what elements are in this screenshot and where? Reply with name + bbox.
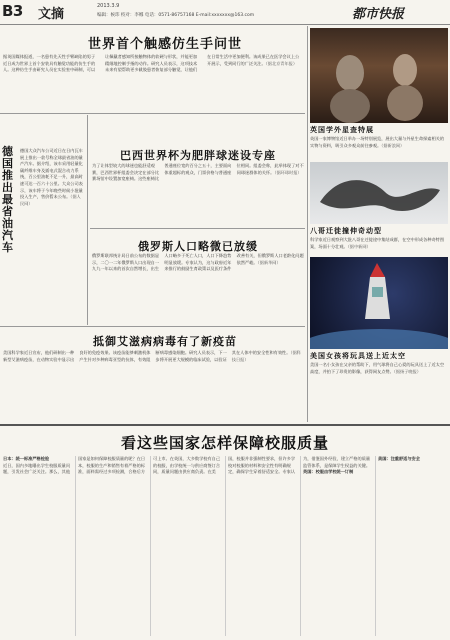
story3-body: 为了让体型较大的球迷也能舒适观赛，巴西世界杯组委会决定在部分比赛场馆中设置加宽座椅。这些座椅比普通座位宽约百分之五十，主要面向体重超标的观众，门票价格与普通座位相同。组委会称，此举体现了对不同球迷群体的关怀。（据环球时报）: [92, 163, 304, 182]
issue-date: 2013.3.9: [97, 3, 120, 9]
divider: [0, 113, 305, 114]
bird-flock-icon: [310, 162, 448, 224]
story1-body: 据英国媒体报道，一名患有先天性手臂缺陷的男子近日成为世界上首个安装具有触觉功能的仿生手的人。这种仿生手由研究人员在实验室中研制，可以让佩戴者感知所接触物体的软硬与形状，并能更加精细地控制手指的动作。研究人员表示，这项技术未来有望帮助更多截肢患者恢复部分触觉，让他们在日常生活中更加便利。该成果已在医学会议上公开展示，受到同行的广泛关注。（据北京青年报）: [3, 54, 300, 73]
editor-line: 编辑：候玮 校对：李娜 电话：0571-86757168 E-mail:xxxxxxx@163.com: [97, 13, 255, 18]
rocket-icon: [310, 257, 448, 349]
story2-body: 德国大众汽车公司近日在日内瓦车展上推出一款号称全球最省油的量产汽车。据介绍，该车采用轻量化碳纤维车身及插电式混合动力系统，百公里油耗不足一升，最高时速可达一百六十公里。大众公司表示，该车将于今年晚些时候小批量投入生产，售价暂未公布。（据人民网）: [20, 148, 83, 206]
feature-subhead: 美国：注重舒适与安全: [378, 456, 420, 461]
page-number: B3: [2, 2, 23, 20]
brief1-body: 英国一家博物馆近日举办一场特别展览，展出大量与外星生命探索相关的实物与资料，吸引众多观众前往参观。（据新浪网）: [310, 136, 445, 148]
feature-divider: [0, 424, 450, 426]
masthead: 都市快报: [352, 7, 405, 22]
story2-headline: 德国推出最省油汽车: [2, 145, 14, 254]
section-name: 文摘: [38, 7, 65, 22]
feature-body: 日本：统一标准严格检验 近日，国内多地曝出学生校服质量问题，引发社会广泛关注。那么，其他国家是如何保障校服质量的呢？在日本，校服的生产和销售有着严格的标准，面料需经过多项检测，合格后方可上市。在英国，大多数学校有自己的校服，由学校统一与供应商签订合同，质量问题由供应商负责。在美国，校服并非强制性要求，但许多学校对校服的材料和安全性有明确规定，确保学生穿着舒适安全。专家认为，借鉴国外经验，建立严格的质量监管体系，是保障学生权益的关键。 英国：校服由学校统一订制 美国：注重舒适与安全: [3, 456, 447, 636]
brief3-body: 美国一名小女孩在父亲的帮助下，用气球将自己心爱的玩具送上了近太空高度，并拍下了珍贵的影像，获得网友点赞。（据扬子晚报）: [310, 362, 445, 374]
alien-figure-icon: [310, 28, 448, 123]
feature-subhead: 英国：校服由学校统一订制: [303, 469, 354, 475]
story3-headline: 巴西世界杯为肥胖球迷设专座: [120, 149, 276, 162]
story1-headline: 世界首个触感仿生手问世: [87, 37, 242, 52]
story5-body: 美国科学家近日宣布，他们研制出一种新型艾滋病疫苗，在动物实验中显示出良好的免疫效果。该疫苗能够刺激机体产生针对多种病毒亚型的抗体，有效阻断病毒感染细胞。研究人员表示，下一步将开展更大规模的临床试验，以验证其在人体中的安全性和有效性。（据科技日报）: [3, 350, 301, 362]
brief3-headline: 美国女孩将玩具送上近太空: [310, 352, 406, 360]
feature-subhead: 日本：统一标准严格检验: [3, 456, 50, 461]
starling-photo: [310, 162, 448, 224]
divider: [90, 228, 305, 229]
story5-headline: 抵御艾滋病病毒有了新疫苗: [93, 335, 237, 348]
toy-in-space-photo: [310, 257, 448, 349]
brief2-headline: 八哥迁徙撞伸奇动型: [310, 227, 382, 235]
divider: [0, 326, 305, 327]
brief1-headline: 英国学外星查特展: [310, 126, 374, 134]
divider: [87, 115, 88, 325]
feature-headline: 看这些国家怎样保障校服质量: [120, 434, 329, 452]
column-divider: [307, 26, 308, 422]
story4-headline: 俄罗斯人口略微已放缓: [138, 240, 258, 253]
alien-exhibit-photo: [310, 28, 448, 123]
story4-body: 俄罗斯联邦统计局日前公布的数据显示，二〇一二年俄罗斯人口出现自一九九一年以来的首次自然增长，出生人口略多于死亡人口，人口下降趋势明显放缓。专家认为，这与政府近年来推行的鼓励生育政策以及医疗条件改善有关，但俄罗斯人口老龄化问题依然严峻。（据新华网）: [92, 253, 304, 272]
brief2-body: 科学家近日观察到大批八哥在迁徙途中集结成群，在空中形成各种奇特图案，场面十分壮观。（据中新网）: [310, 237, 445, 249]
